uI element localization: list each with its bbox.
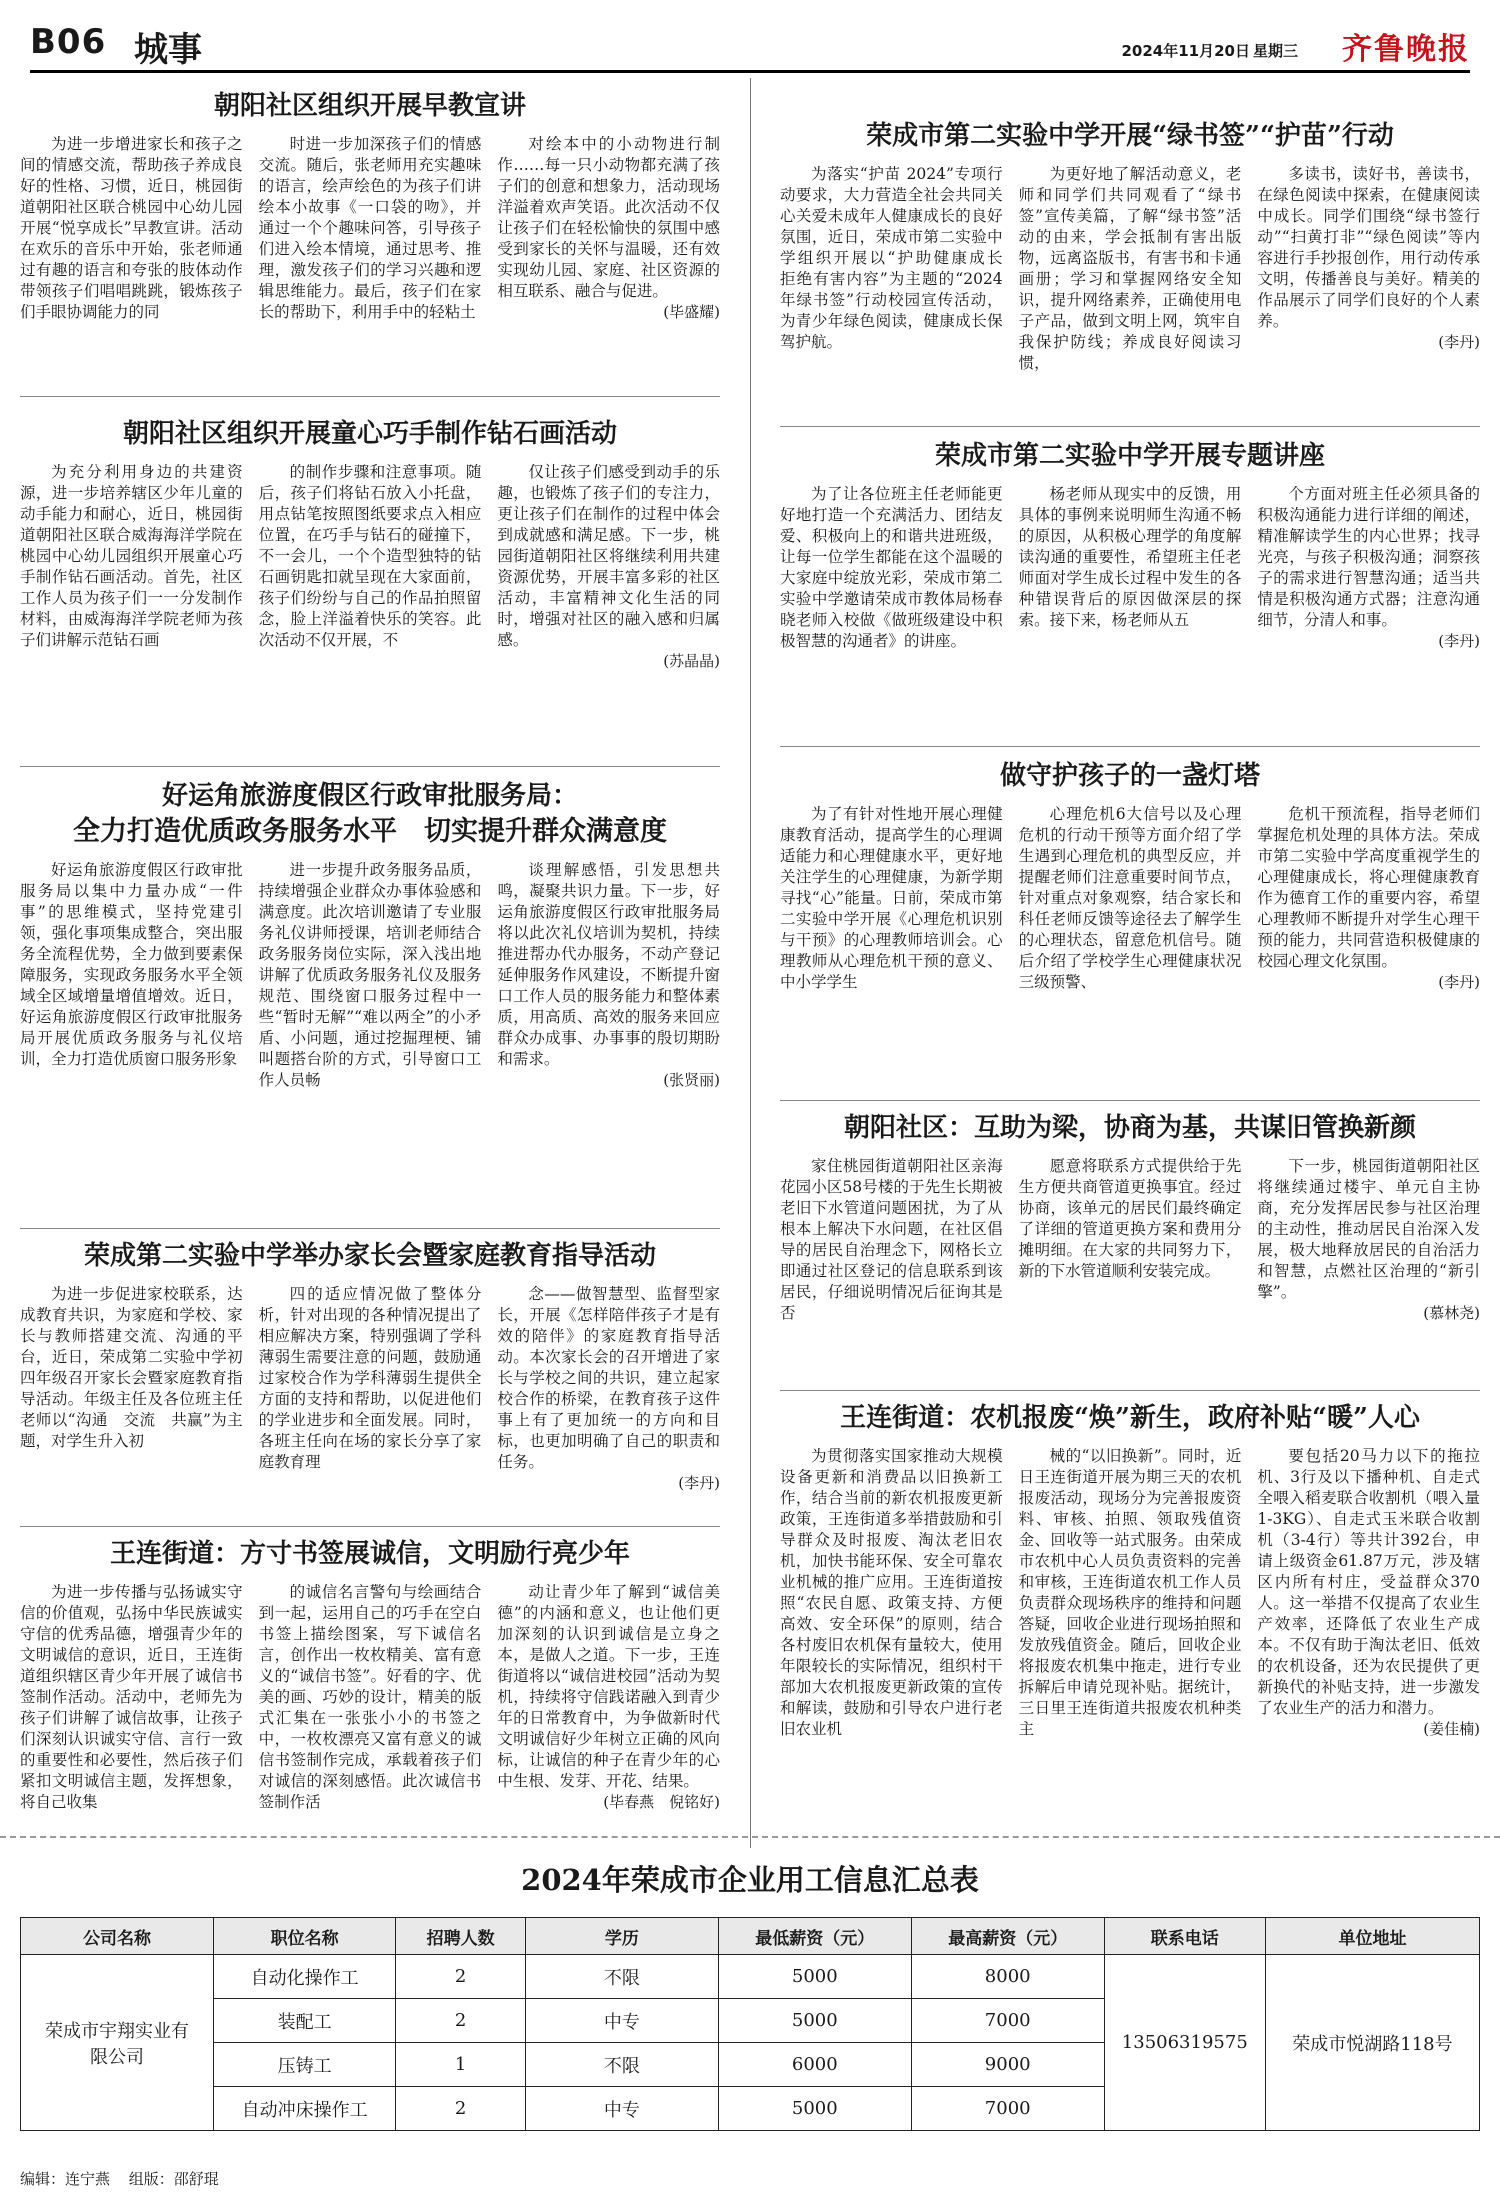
education-cell: 中专	[525, 1999, 718, 2043]
article-author: (毕盛耀)	[663, 303, 721, 321]
separator	[20, 766, 720, 767]
article-text: 四的适应情况做了整体分析，针对出现的各种情况提出了相应解决方案，特别强调了学科薄弱生需要注意的问题，鼓励通过家校合作为学科薄弱生提供全方面的支持和帮助，以促进他们的学业进步和全面发展。同时，各班主任向在场的家长分享了家庭教育理	[258, 1285, 482, 1471]
separator	[780, 426, 1480, 427]
table-header: 联系电话	[1104, 1918, 1265, 1955]
education-cell: 中专	[525, 2087, 718, 2131]
min-salary-cell: 5000	[718, 2087, 911, 2131]
right-column	[780, 78, 1480, 1828]
article-title: 荣成市第二实验中学开展“绿书签”“护苗”行动	[866, 121, 1394, 151]
article-text: 家住桃园街道朝阳社区亲海花园小区58号楼的于先生长期被老旧下水管道问题困扰，为了从根本上解决下水问题，在社区倡导的居民自治理念下，网格长立即通过社区登记的信息联系到该居民，仔细说明情况后征询其是否	[780, 1157, 1003, 1322]
section-title: 城事	[134, 30, 202, 70]
article-text: 为进一步增进家长和孩子之间的情感交流，帮助孩子养成良好的性格、习惯，近日，桃园街道朝阳社区联合桃园中心幼儿园开展“悦享成长”早教宣讲。活动在欢乐的音乐中开始，张老师通过有趣的语言和夸张的肢体动作带领孩子们唱唱跳跳，锻炼孩子们手眼协调能力的同	[20, 135, 243, 321]
article-title: 朝阳社区：互助为梁，协商为基，共谋旧管换新颜	[843, 1113, 1416, 1143]
article-text: 对绘本中的小动物进行制作……每一只小动物都充满了孩子们的创意和想象力，活动现场洋溢着欢声笑语。此次活动不仅让孩子们在轻松愉快的氛围中感受到家长的关怀与温暖，还有效实现幼儿园、家庭、社区资源的相互联系、融合与促进。 (毕盛耀)	[497, 135, 721, 321]
article-text: 心理危机6大信号以及心理危机的行动干预等方面介绍了学生遇到心理危机的典型反应，并提醒老师们注意重要时间节点，针对重点对象观察，结合家长和科任老师反馈等途径去了解学生的心理状态，留意危机信号。随后介绍了学校学生心理健康状况三级预警、	[1018, 805, 1242, 991]
article-text: 为进一步传播与弘扬诚实守信的价值观，弘扬中华民族诚实守信的优秀品德，增强青少年的文明诚信的意识，近日，王连街道组织辖区青少年开展了诚信书签制作活动。活动中，老师先为孩子们讲解了诚信故事，让孩子们深刻认识诚实守信、言行一致的重要性和必要性，然后孩子们紧扣文明诚信主题，发挥想象，将自己收集	[20, 1583, 243, 1811]
table-title: 2024年荣成市企业用工信息汇总表	[521, 1863, 979, 1897]
article-text: 械的“以旧换新”。同时，近日王连街道开展为期三天的农机报废活动，现场分为完善报废资料、审核、拍照、领取残值资金、回收等一站式服务。由荣成市农机中心人员负责资料的完善和审核，王连街道农机工作人员负责群众现场秩序的维持和问题答疑，回收企业进行现场拍照和发放残值资金。随后，回收企业将报废农机集中拖走，进行专业拆解后申请兑现补贴。据统计，三日里王连街道共报废农机种类主	[1018, 1447, 1242, 1738]
phone-cell: 13506319575	[1104, 1955, 1265, 2131]
article-lecture	[780, 438, 1480, 748]
article-pipe-renewal	[780, 1110, 1480, 1450]
separator	[20, 1228, 720, 1229]
article-text: 时进一步加深孩子们的情感交流。随后，张老师用充实趣味的语言，绘声绘色的为孩子们讲绘本小故事《一口袋的吻》，并通过一个个趣味问答，引导孩子们进入绘本情境，通过思考、推理，激发孩子们的学习兴趣和逻辑思维能力。最后，孩子们在家长的帮助下，利用手中的轻粘土	[258, 135, 482, 321]
article-text: 愿意将联系方式提供给于先生方便共商管道更换事宜。经过协商，该单元的居民们最终确定了详细的管道更换方案和费用分摊明细。在大家的共同努力下，新的下水管道顺利安装完成。	[1018, 1157, 1242, 1280]
table-header: 招聘人数	[396, 1918, 526, 1955]
article-author: (慕林尧)	[1423, 1304, 1481, 1322]
table-header: 公司名称	[21, 1918, 214, 1955]
article-title: 朝阳社区组织开展早教宣讲	[213, 91, 526, 121]
headcount-cell: 2	[396, 2087, 526, 2131]
table-header: 单位地址	[1265, 1918, 1479, 1955]
article-text: 个方面对班主任必须具备的积极沟通能力进行详细的阐述，精准解读学生的内心世界；找寻光亮，与孩子积极沟通；洞察孩子的需求进行智慧沟通；适当共情是积极沟通方式器；注意沟通细节，分清人和事。 (李丹)	[1257, 485, 1481, 650]
job-title-cell: 自动化操作工	[213, 1955, 395, 1999]
article-title: 荣成市第二实验中学开展专题讲座	[934, 441, 1325, 471]
article-title: 王连街道：方寸书签展诚信，文明励行亮少年	[109, 1539, 630, 1569]
article-text: 危机干预流程，指导老师们掌握危机处理的具体方法。荣成市第二实验中学高度重视学生的心理健康成长，将心理健康教育作为德育工作的重要内容，希望心理教师不断提升对学生心理干预的能力，共同营造积极健康的校园心理文化氛围。 (李丹)	[1257, 805, 1481, 991]
article-text: 的制作步骤和注意事项。随后，孩子们将钻石放入小托盘，用点钻笔按照图纸要求点入相应位置，在巧手与钻石的碰撞下，不一会儿，一个个造型独特的钻石画钥匙扣就呈现在大家面前，孩子们纷纷与自己的作品拍照留念，脸上洋溢着快乐的笑容。此次活动不仅开展，不	[258, 463, 482, 649]
article-text: 为充分利用身边的共建资源，进一步培养辖区少年儿童的动手能力和耐心，近日，桃园街道朝阳社区联合威海海洋学院在桃园中心幼儿园组织开展童心巧手制作钻石画活动。首先，社区工作人员为孩子们一一分发制作材料，由威海海洋学院老师为孩子们讲解示范钻石画	[20, 463, 243, 649]
article-bookmark	[20, 1536, 720, 1836]
article-title: 王连街道：农机报废“焕”新生，政府补贴“暖”人心	[840, 1403, 1420, 1433]
job-title-cell: 压铸工	[213, 2043, 395, 2087]
jobs-table	[20, 1917, 1480, 2131]
jobs-table-section	[20, 1858, 1480, 2131]
article-subtitle: 全力打造优质政务服务水平 切实提升群众满意度	[73, 816, 667, 847]
article-text: 动让青少年了解到“诚信美德”的内涵和意义，也让他们更加深刻的认识到诚信是立身之本，是做人之道。下一步，王连街道将以“诚信进校园”活动为契机，持续将守信践诺融入到青少年的日常教育中，为争做新时代文明诚信好少年树立正确的风向标，让诚信的种子在青少年的心中生根、发芽、开花、结果。 (毕春燕 倪铭好)	[497, 1583, 721, 1811]
article-author: (李丹)	[1438, 973, 1481, 991]
min-salary-cell: 6000	[718, 2043, 911, 2087]
column-divider	[750, 78, 751, 1848]
article-text: 为贯彻落实国家推动大规模设备更新和消费品以旧换新工作，结合当前的新农机报废更新政策，王连街道多举措鼓励和引导群众及时报废、淘汰老旧农机，加快书能环保、安全可靠农业机械的推广应用。王连街道按照“农民自愿、政策支持、方便高效、安全环保”的原则，结合各村废旧农机保有量较大，使用年限较长的实际情况，组织村干部加大农机报废更新政策的宣传和解读，鼓励和引导农户进行老旧农业机	[780, 1447, 1003, 1738]
max-salary-cell: 7000	[911, 1999, 1104, 2043]
page-number: B06	[30, 22, 107, 62]
article-text: 的诚信名言警句与绘画结合到一起，运用自己的巧手在空白书签上描绘图案，写下诚信名言，创作出一枚枚精美、富有意义的“诚信书签”。好看的字、优美的画、巧妙的设计，精美的版式汇集在一张张小小的书签之中，一枚枚漂亮又富有意义的诚信书签制作完成，承载着孩子们对诚信的深刻感悟。此次诚信书签制作活	[258, 1583, 482, 1811]
article-text: 为更好地了解活动意义，老师和同学们共同观看了“绿书签”宣传美篇，了解“绿书签”活动的由来，学会抵制有害出版物，远离盗版书，有害书和卡通画册；学习和掌握网络安全知识，提升网络素养，正确使用电子产品，做到文明上网，筑牢自我保护防线；养成良好阅读习惯，	[1018, 165, 1242, 372]
separator	[780, 746, 1480, 747]
article-author: (张贤丽)	[663, 1071, 721, 1089]
left-column	[20, 78, 720, 1828]
address-cell: 荣成市悦湖路118号	[1265, 1955, 1479, 2131]
page-header	[30, 18, 1470, 73]
article-farm-machinery	[780, 1400, 1480, 1830]
newspaper-logo: 齐鲁晚报	[1342, 32, 1470, 67]
article-author: (李丹)	[678, 1474, 721, 1492]
table-header: 最高薪资（元）	[911, 1918, 1104, 1955]
max-salary-cell: 9000	[911, 2043, 1104, 2087]
issue-weekday: 星期三	[1252, 42, 1298, 60]
separator	[780, 1390, 1480, 1391]
article-author: (毕春燕 倪铭好)	[603, 1793, 721, 1811]
article-title: 做守护孩子的一盏灯塔	[999, 761, 1260, 791]
issue-date: 2024年11月20日	[1121, 42, 1250, 60]
education-cell: 不限	[525, 2043, 718, 2087]
max-salary-cell: 8000	[911, 1955, 1104, 1999]
company-cell: 荣成市宇翔实业有限公司	[21, 1955, 214, 2131]
article-parent-meeting	[20, 1238, 720, 1538]
article-author: (李丹)	[1438, 632, 1481, 650]
article-text: 多读书，读好书，善读书，在绿色阅读中探索，在健康阅读中成长。同学们围绕“绿书签行动”“扫黄打非”“绿色阅读”等内容进行手抄报创作，用行动传承文明，传播善良与美好。精美的作品展示了同学们良好的个人素养。 (李丹)	[1257, 165, 1481, 351]
layout-credit: 组版：邵舒琨	[128, 2170, 219, 2188]
table-header-row	[21, 1918, 1480, 1955]
article-text: 谈理解感悟，引发思想共鸣，凝聚共识力量。下一步，好运角旅游度假区行政审批服务局将以此次礼仪培训为契机，持续推进帮办代办服务，不动产登记延伸服务作风建设，不断提升窗口工作人员的服务能力和整体素质，用高质、高效的服务来回应群众办成事、办事事的殷切期盼和需求。 (张贤丽)	[497, 861, 721, 1089]
separator	[20, 1526, 720, 1527]
article-lighthouse	[780, 758, 1480, 1098]
article-text: 为了让各位班主任老师能更好地打造一个充满活力、团结友爱、积极向上的和谐共进班级，让每一位学生都能在这个温暖的大家庭中绽放光彩，荣成市第二实验中学邀请荣成市教体局杨春晓老师入校做《做班级建设中积极智慧的沟通者》的讲座。	[780, 485, 1003, 650]
article-text: 仅让孩子们感受到动手的乐趣，也锻炼了孩子们的专注力，更让孩子们在制作的过程中体会到成就感和满足感。下一步，桃园街道朝阳社区将继续利用共建资源优势，开展丰富多彩的社区活动，丰富精神文化生活的同时，增强对社区的融入感和归属感。 (苏晶晶)	[497, 463, 721, 670]
min-salary-cell: 5000	[718, 1955, 911, 1999]
article-text: 为落实“护苗 2024”专项行动要求，大力营造全社会共同关心关爱未成年人健康成长的良好氛围，近日，荣成市第二实验中学组织开展以“护助健康成长 拒绝有害内容”为主题的“2024年绿书签”行动校园宣传活动，为青少年绿色阅读，健康成长保驾护航。	[780, 165, 1019, 351]
table-row	[21, 1955, 1480, 1999]
article-text: 要包括20马力以下的拖拉机、3行及以下播种机、自走式全喂入稻麦联合收割机（喂入量1-3KG）、自走式玉米联合收割机（3-4行）等共计392台，申请上级资金61.87万元，涉及辖区内所有村庄，受益群众370人。这一举措不仅提高了农业生产效率，还降低了农业生产成本。不仅有助于淘汰老旧、低效的农机设备，还为农民提供了更新换代的补贴支持，进一步激发了农业生产的活力和潜力。 (姜佳楠)	[1257, 1447, 1481, 1738]
table-header: 职位名称	[213, 1918, 395, 1955]
job-title-cell: 装配工	[213, 1999, 395, 2043]
education-cell: 不限	[525, 1955, 718, 1999]
headcount-cell: 2	[396, 1999, 526, 2043]
article-text: 进一步提升政务服务品质，持续增强企业群众办事体验感和满意度。此次培训邀请了专业服务礼仪讲师授课，培训老师结合政务服务岗位实际，深入浅出地讲解了优质政务服务礼仪及服务规范、围绕窗口服务过程中一些“暂时无解”“难以两全”的小矛盾、小问题，通过挖掘理梗、铺叫题搭台阶的方式，引导窗口工作人员畅	[258, 861, 482, 1089]
table-divider	[0, 1836, 1500, 1840]
max-salary-cell: 7000	[911, 2087, 1104, 2131]
article-author: (苏晶晶)	[663, 652, 721, 670]
article-text: 下一步，桃园街道朝阳社区将继续通过楼宇、单元自主协商，充分发挥居民参与社区治理的主动性，推动居民自治深入发展，极大地释放居民的自治活力和智慧，点燃社区治理的“新引擎”。 (慕林尧)	[1257, 1157, 1481, 1322]
editor-credit: 编辑：连宁燕	[20, 2170, 111, 2188]
article-text: 为了有针对性地开展心理健康教育活动，提高学生的心理调适能力和心理健康水平，更好地关注学生的心理健康，为新学期寻找“心”能量。日前，荣成市第二实验中学开展《心理危机识别与干预》的心理教师培训会。心理教师从心理危机干预的意义、中小学学生	[780, 805, 1003, 991]
separator	[780, 1100, 1480, 1101]
article-title: 朝阳社区组织开展童心巧手制作钻石画活动	[122, 419, 617, 449]
article-author: (李丹)	[1438, 333, 1481, 351]
headcount-cell: 2	[396, 1955, 526, 1999]
article-title: 荣成第二实验中学举办家长会暨家庭教育指导活动	[83, 1241, 656, 1271]
article-green-bookmark	[780, 118, 1480, 418]
article-text: 杨老师从现实中的反馈，用具体的事例来说明师生沟通不畅的原因，从积极心理学的角度解读沟通的重要性，希望班主任老师面对学生成长过程中发生的各种错误背后的原因做深层的探索。接下来，杨老师从五	[1018, 485, 1242, 629]
article-text: 好运角旅游度假区行政审批服务局以集中力量办成“一件事”的思维模式，坚持党建引领，强化事项集成整合，突出服务全流程优势，全力做到要素保障服务，实现政务服务水平全领域全区域增量增值增效。近日，好运角旅游度假区行政审批服务局开展优质政务服务与礼仪培训，全力打造优质窗口服务形象	[20, 861, 243, 1068]
article-text: 念——做智慧型、监督型家长，开展《怎样陪伴孩子才是有效的陪伴》的家庭教育指导活动。本次家长会的召开增进了家长与学校之间的共识，建立起家校合作的桥梁，在教育孩子这件事上有了更加统一的方向和目标，也更加明确了自己的职责和任务。 (李丹)	[497, 1285, 721, 1492]
article-title: 好运角旅游度假区行政审批服务局：	[161, 781, 578, 811]
article-diamond-painting	[20, 416, 720, 776]
article-text: 为进一步促进家校联系，达成教育共识，为家庭和学校、家长与教师搭建交流、沟通的平台，近日，荣成第二实验中学初四年级召开家长会暨家庭教育指导活动。年级主任及各位班主任老师以“沟通 交流 共赢”为主题，对学生升入初	[20, 1285, 243, 1450]
headcount-cell: 1	[396, 2043, 526, 2087]
table-header: 最低薪资（元）	[718, 1918, 911, 1955]
article-gov-service	[20, 778, 720, 1238]
article-author: (姜佳楠)	[1423, 1720, 1481, 1738]
table-header: 学历	[525, 1918, 718, 1955]
job-title-cell: 自动冲床操作工	[213, 2087, 395, 2131]
min-salary-cell: 5000	[718, 1999, 911, 2043]
page-footer	[20, 2168, 233, 2189]
separator	[20, 396, 720, 397]
article-early-education	[20, 88, 720, 398]
